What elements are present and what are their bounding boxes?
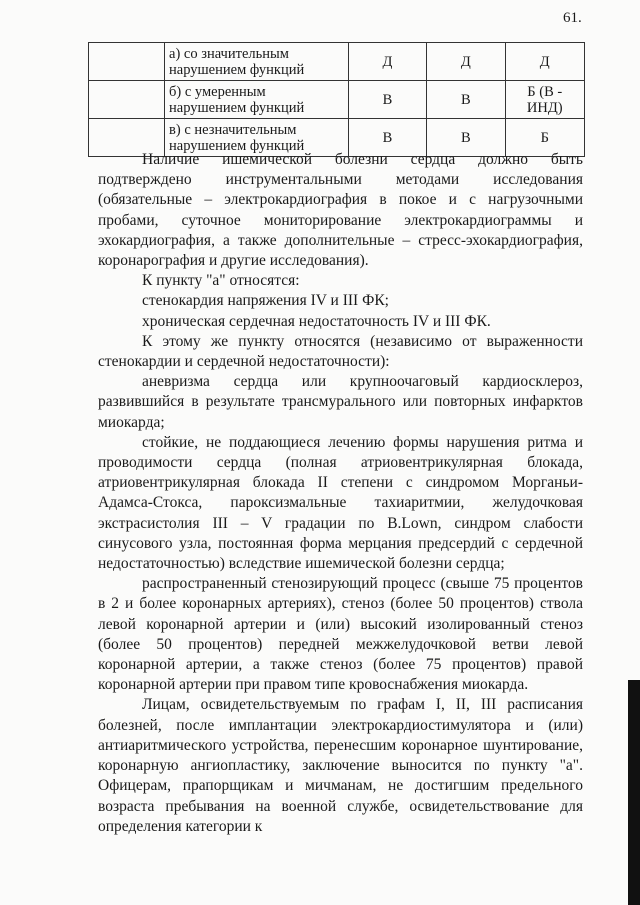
fitness-category-table [88,42,585,157]
table-row [89,81,585,119]
row-label: в) с незначительным нарушением функций [165,119,349,157]
category-cell: Д [348,43,426,81]
empty-cell [89,43,165,81]
category-cell: В [427,119,505,157]
page-number: 61. [563,10,582,26]
category-cell: Д [505,43,585,81]
paragraph-stenosis: распространенный стенозирующий процесс (свыше 75 процентов в 2 и более коронарных артериях), стеноз (более 50 процентов) ствола левой коронарной артерии и (или) высокий изолированный стеноз (более 50 процентов) передней межжелудочковой ветви левой коронарной артерии, а также стеноз (более 75 процентов) правой коронарной артерии при правом типе кровоснабжения миокарда. [98,575,583,694]
category-cell: Б [505,119,585,157]
category-cell: Д [427,43,505,81]
category-cell: В [348,119,426,157]
paragraph-ihd-confirmation: Наличие ишемической болезни сердца должно быть подтверждено инструментальными методами исследования (обязательные – электрокардиография в покое и с нагрузочными пробами, суточное мониторирование электрокардиограммы и эхокардиография, а также дополнительные – стресс-эхокардиография, коронарография и другие исследования). [98,151,583,270]
document-body [98,150,583,837]
paragraph-also-item: К этому же пункту относятся (независимо от выраженности стенокардии и сердечной недостаточности): [98,332,583,371]
paragraph-implant-persons: Лицам, освидетельствуемым по графам I, II, III расписания болезней, после имплантации электрокардиостимулятора и (или) антиаритмического устройства, перенесшим коронарное шунтирование, коронарную ангиопластику, заключение выносится по пункту "а". Офицерам, прапорщикам и мичманам, не достигшим предельного возраста пребывания на военной службе, освидетельствование для определения категории к [98,696,583,835]
row-label: б) с умеренным нарушением функций [165,81,349,119]
empty-cell [89,81,165,119]
scan-edge-shadow [628,680,640,905]
paragraph-angina: стенокардия напряжения IV и III ФК; [142,292,389,310]
paragraph-arrhythmia: стойкие, не поддающиеся лечению формы нарушения ритма и проводимости сердца (полная атриовентрикулярная блокада, атриовентрикулярная блокада II степени с синдромом Морганьи-Адамса-Стокса, пароксизмальные тахиаритмии, желудочковая экстрасистолия III – V градации по B.Lown, синдром слабости синусового узла, постоянная форма мерцания предсердий с сердечной недостаточностью) вследствие ишемической болезни сердца; [98,433,583,573]
row-label: а) со значительным нарушением функций [165,43,349,81]
paragraph-item-a-heading: К пункту "а" относятся: [142,272,300,290]
paragraph-aneurysm: аневризма сердца или крупноочаговый кардиосклероз, развившийся в результате трансмурального или повторных инфарктов миокарда; [98,373,583,431]
category-cell: Б (В - ИНД) [505,81,585,119]
paragraph-heart-failure: хроническая сердечная недостаточность IV и III ФК. [142,312,491,330]
category-cell: В [348,81,426,119]
category-cell: В [427,81,505,119]
table-row [89,43,585,81]
